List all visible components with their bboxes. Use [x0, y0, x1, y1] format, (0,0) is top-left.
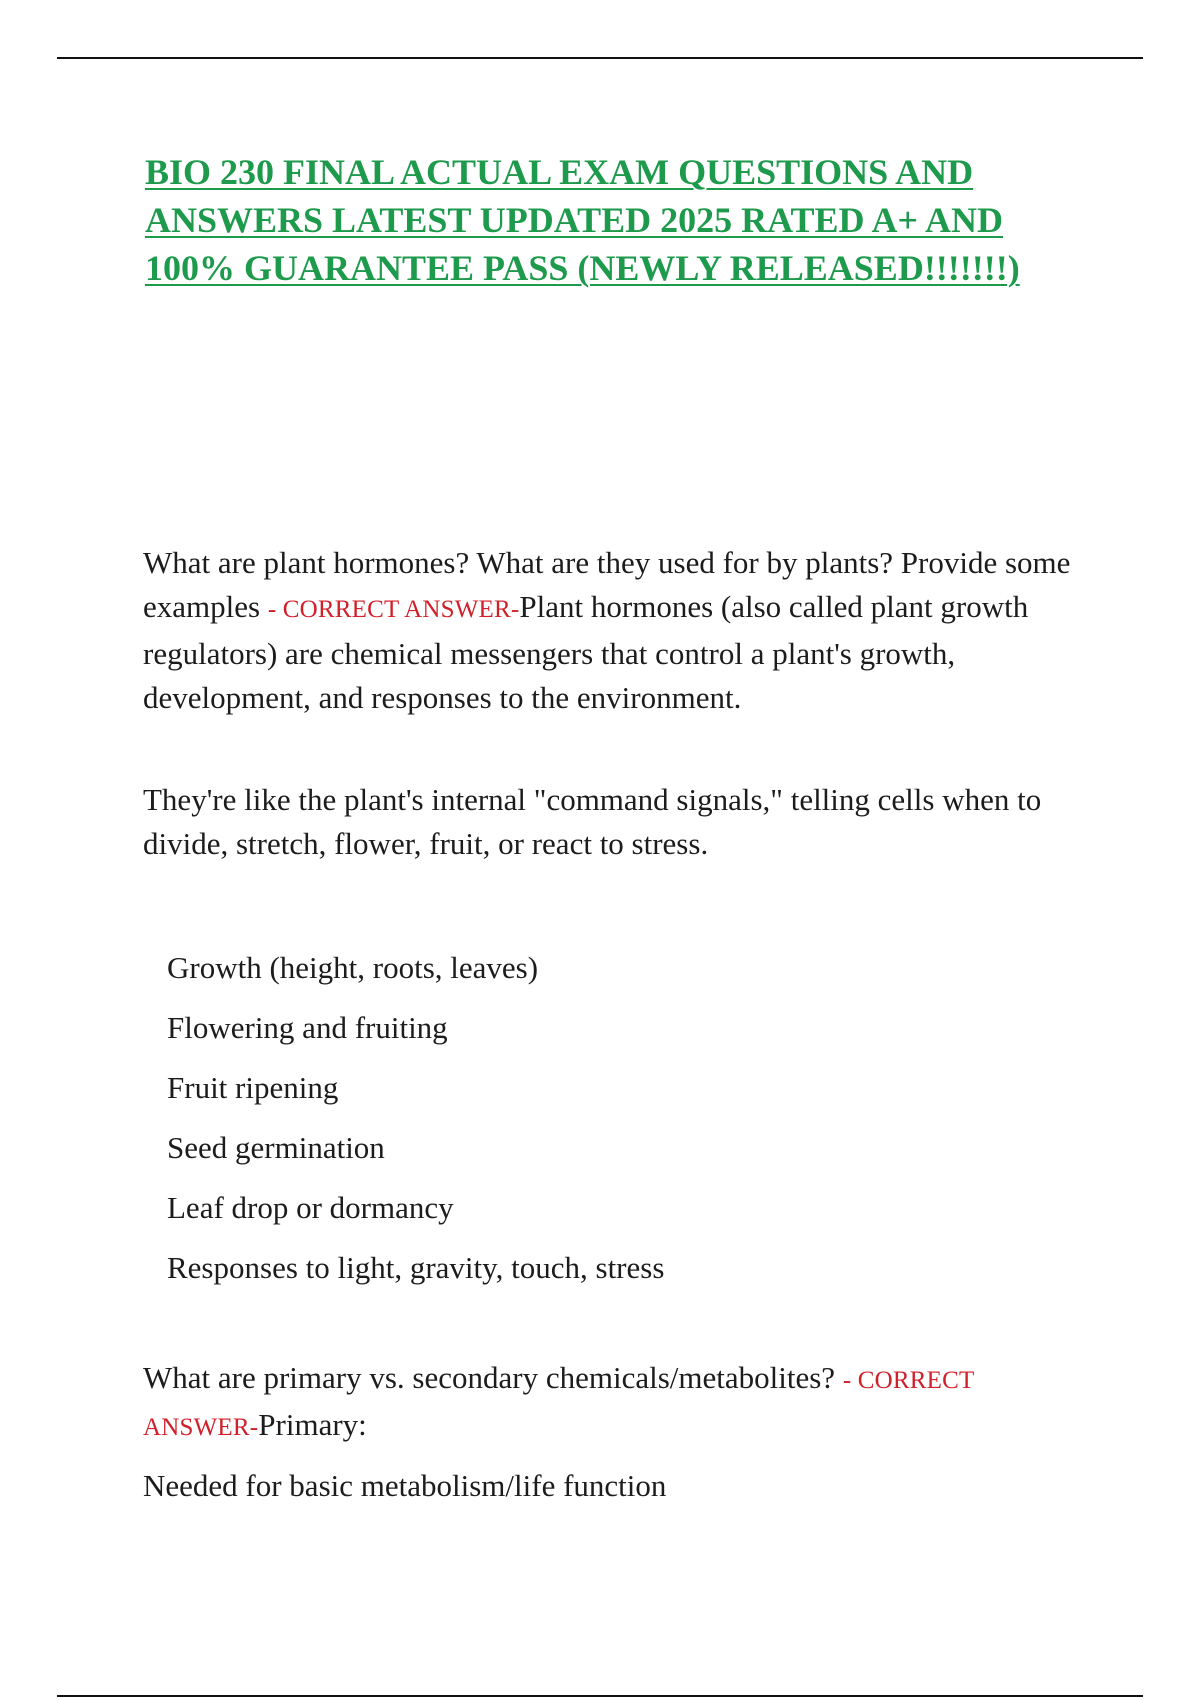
answer-2-text: Primary: — [258, 1407, 367, 1442]
top-rule — [57, 57, 1143, 59]
question-1-text: What are plant hormones? What are they used for by plants? Provide some examples — [143, 545, 1071, 624]
document-title: BIO 230 FINAL ACTUAL EXAM QUESTIONS AND ANSWERS LATEST UPDATED 2025 RATED A+ AND 100% GUARANTEE PASS (NEWLY RELEASED!!!!!!!) — [145, 152, 1020, 288]
correct-answer-marker: - CORRECT ANSWER- — [267, 596, 520, 623]
answer-1-paragraph-2: They're like the plant's internal "command signals," telling cells when to divide, stretch, flower, fruit, or react to stress. — [143, 782, 1042, 861]
list-item: Seed germination — [167, 1130, 385, 1165]
question-2 — [143, 1356, 1083, 1450]
correct-answer-marker: - CORRECT ANSWER- — [143, 1367, 975, 1441]
list-item: Leaf drop or dormancy — [167, 1190, 454, 1225]
answer-1-text: Plant hormones (also called plant growth regulators) are chemical messengers that control a plant's growth, development, and responses to the environment. — [143, 589, 1029, 715]
list-item: Responses to light, gravity, touch, stress — [167, 1250, 665, 1285]
document-body — [143, 541, 1083, 1508]
examples-list — [143, 946, 1083, 1306]
list-item: Growth (height, roots, leaves) — [167, 950, 539, 985]
list-item: Flowering and fruiting — [167, 1010, 448, 1045]
answer-2-detail: Needed for basic metabolism/life function — [143, 1468, 667, 1503]
bottom-rule — [57, 1695, 1143, 1697]
question-2-text: What are primary vs. secondary chemicals/metabolites? — [143, 1360, 836, 1395]
question-1 — [143, 541, 1083, 720]
list-item: Fruit ripening — [167, 1070, 339, 1105]
